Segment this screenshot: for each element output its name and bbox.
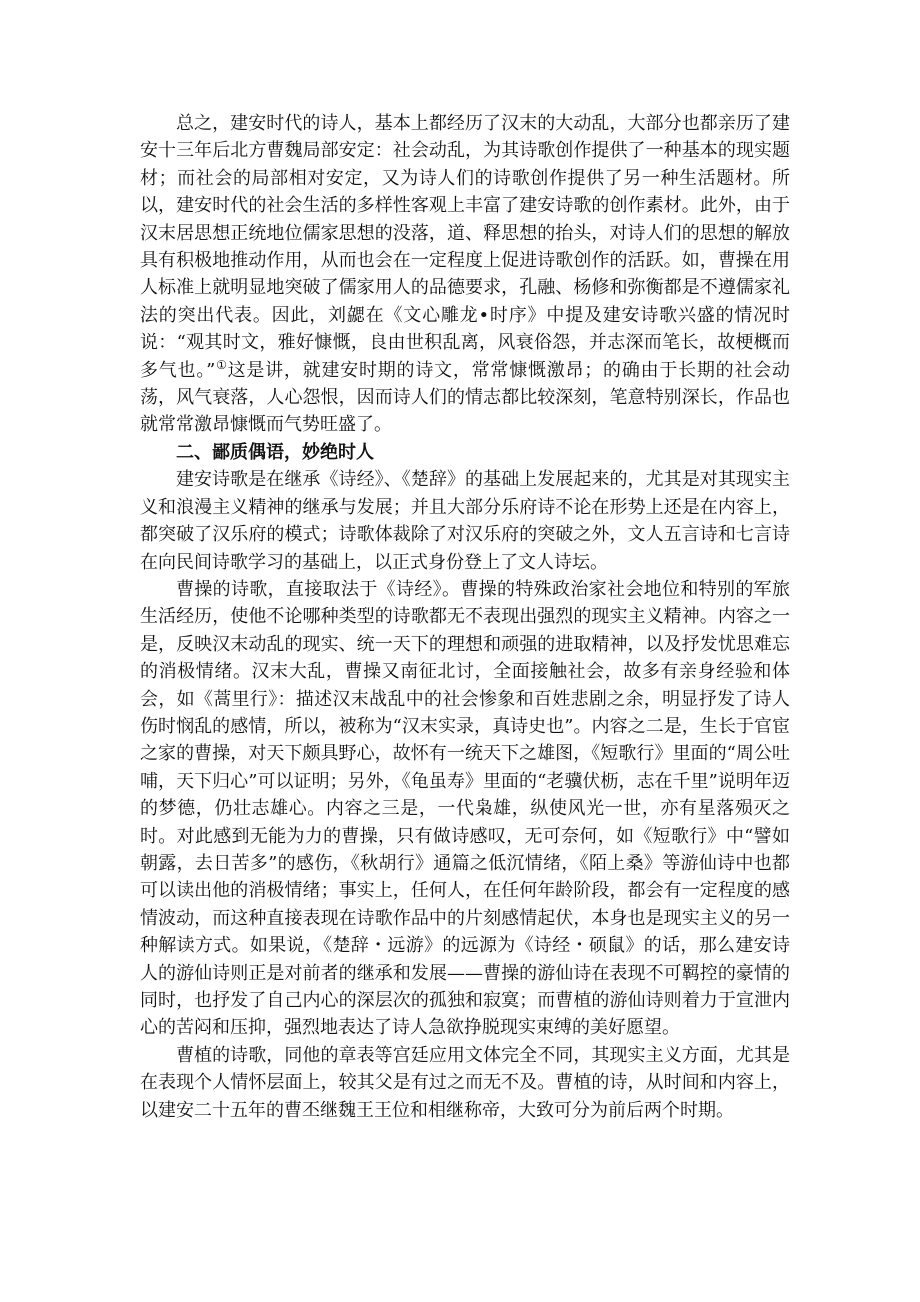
paragraph-3: 曹操的诗歌，直接取法于《诗经》。曹操的特殊政治家社会地位和特别的军旅生活经历，使他不论哪种类型的诗歌都无不表现出强烈的现实主义精神。内容之一是，反映汉末动乱的现实、统一天下的理想和顽强的进取精神，以及抒发忧思难忘的消极情绪。汉末大乱，曹操又南征北讨，全面接触社会，故多有亲身经验和体会，如《蒿里行》：描述汉末战乱中的社会惨象和百姓悲剧之余，明显抒发了诗人伤时悯乱的感情，所以，被称为“汉末实录，真诗史也”。内容之二是，生长于官宦之家的曹操，对天下颇具野心，故怀有一统天下之雄图，《短歌行》里面的“周公吐哺，天下归心”可以证明；另外，《龟虽寿》里面的“老骥伏枥，志在千里”说明年迈的梦德，仍壮志雄心。内容之三是，一代枭雄，纵使风光一世，亦有星落殒灭之时。对此感到无能为力的曹操，只有做诗感叹，无可奈何，如《短歌行》中“譬如朝露，去日苦多”的感伤，《秋胡行》通篇之低沉情绪，《陌上桑》等游仙诗中也都可以读出他的消极情绪；事实上，任何人，在任何年龄阶段，都会有一定程度的感情波动，而这种直接表现在诗歌作品中的片刻感情起伏，本身也是现实主义的另一种解读方式。如果说，《楚辞・远游》的远源为《诗经・硕鼠》的话，那么建安诗人的游仙诗则正是对前者的继承和发展——曹操的游仙诗在表现不可羁控的豪情的同时，也抒发了自己内心的深层次的孤独和寂寞；而曹植的游仙诗则着力于宣泄内心的苦闷和压抑，强烈地表达了诗人急欲挣脱现实束缚的美好愿望。 [140, 578, 790, 1039]
section-heading-2: 二、鄙质偶语，妙绝时人 [176, 441, 374, 463]
paragraph-1 [140, 110, 790, 439]
paragraph-4: 曹植的诗歌，同他的章表等宫廷应用文体完全不同，其现实主义方面，尤其是在表现个人情怀层面上，较其父是有过之而无不及。曹植的诗，从时间和内容上，以建安二十五年的曹丕继魏王王位和相继称帝，大致可分为前后两个时期。 [140, 1044, 790, 1121]
paragraph-1-text-b: 这是讲，就建安时期的诗文，常常慷慨激昂；的确由于长期的社会动荡，风气衰落，人心怨恨，因而诗人们的情志都比较深刻，笔意特别深长，作品也就常常激昂慷慨而气势旺盛了。 [140, 359, 791, 436]
paragraph-2: 建安诗歌是在继承《诗经》、《楚辞》的基础上发展起来的，尤其是对其现实主义和浪漫主义精神的继承与发展；并且大部分乐府诗不论在形势上还是在内容上，都突破了汉乐府的模式；诗歌体裁除了对汉乐府的突破之外，文人五言诗和七言诗在向民间诗歌学习的基础上，以正式身份登上了文人诗坛。 [140, 469, 790, 573]
paragraph-1-text-a: 总之，建安时代的诗人，基本上都经历了汉末的大动乱，大部分也都亲历了建安十三年后北方曹魏局部安定：社会动乱，为其诗歌创作提供了一种基本的现实题材；而社会的局部相对安定，又为诗人们的诗歌创作提供了另一种生活题材。所以，建安时代的社会生活的多样性客观上丰富了建安诗歌的创作素材。此外，由于汉末居思想正统地位儒家思想的没落，道、释思想的抬头，对诗人们的思想的解放具有积极地推动作用，从而也会在一定程度上促进诗歌创作的活跃。如，曹操在用人标准上就明显地突破了儒家用人的品德要求，孔融、杨修和弥衡都是不遵儒家礼法的突出代表。因此，刘勰在《文心雕龙•时序》中提及建安诗歌兴盛的情况时说：“观其时文，雅好慷慨，良由世积乱离，风衰俗怨，并志深而笔长，故梗概而多气也。” [140, 113, 790, 381]
footnote-mark[interactable]: ① [215, 357, 228, 372]
document-body [140, 110, 790, 1124]
